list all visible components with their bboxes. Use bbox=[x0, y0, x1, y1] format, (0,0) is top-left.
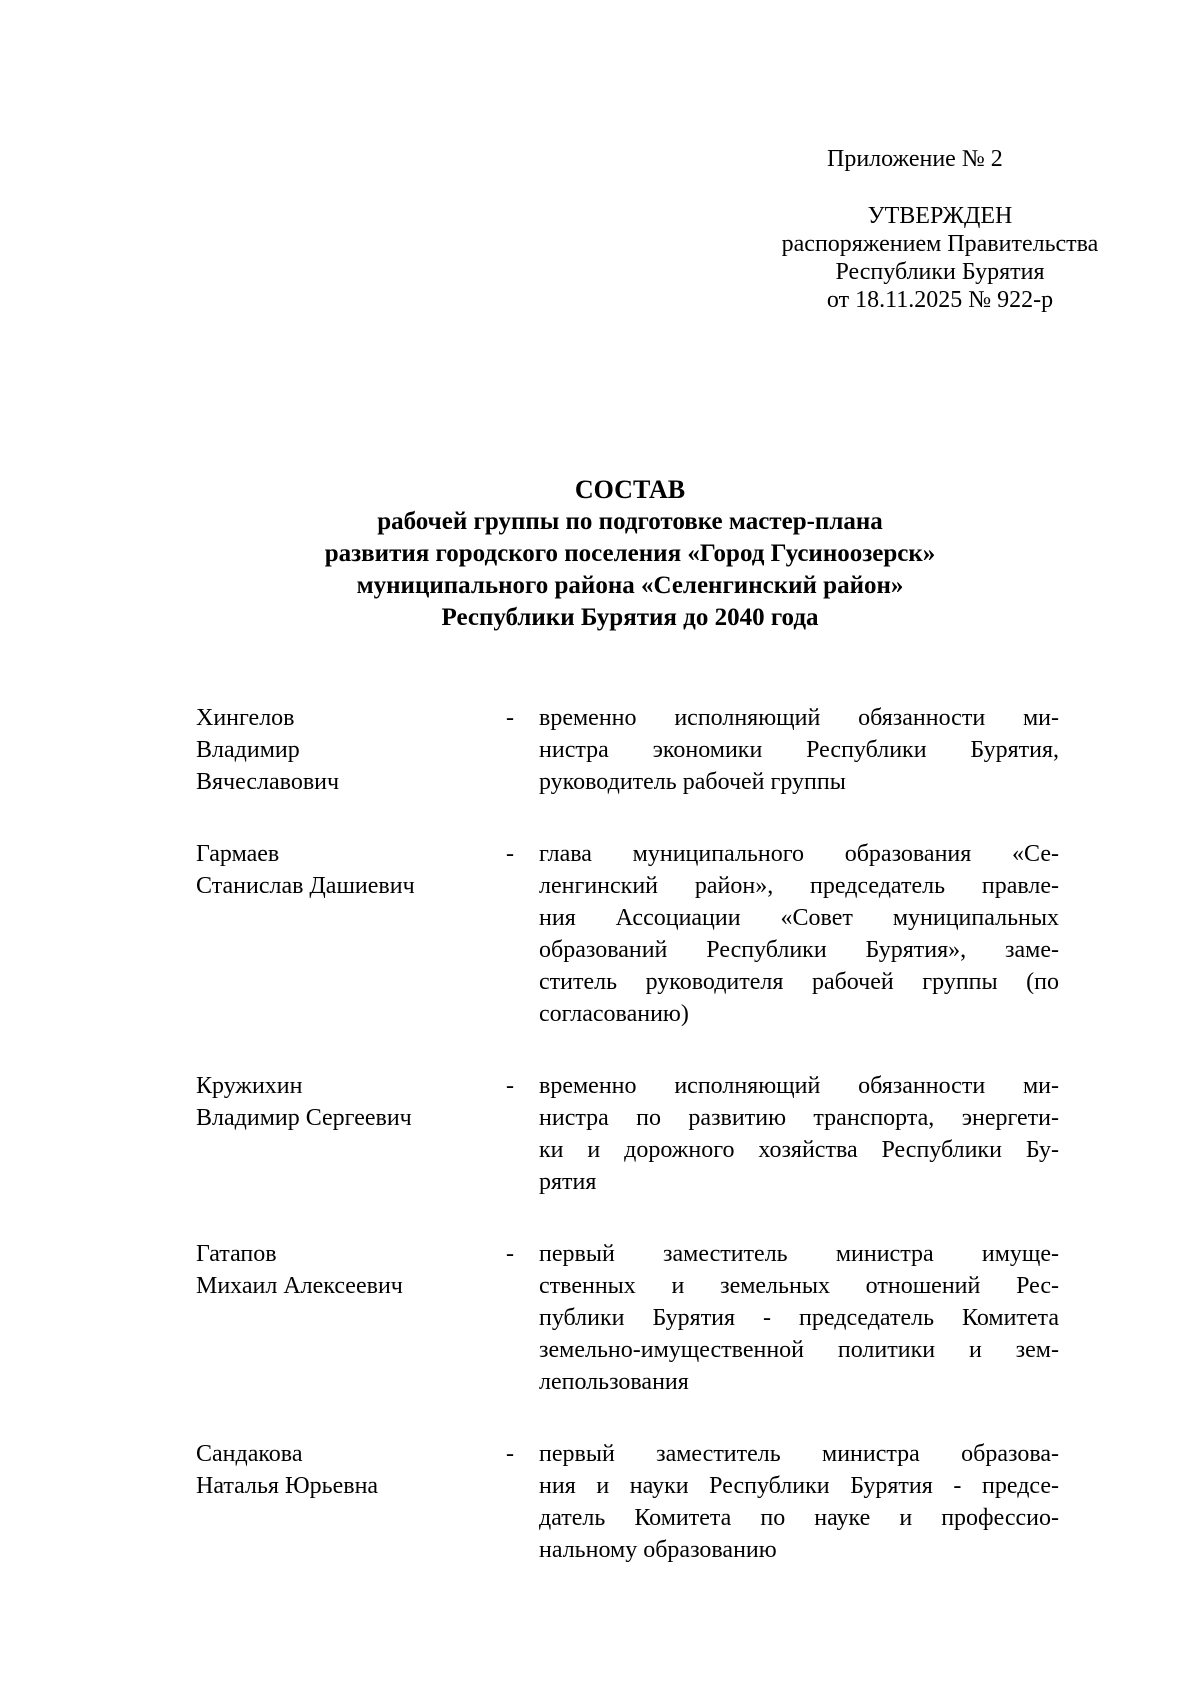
member-name bbox=[196, 702, 506, 798]
member-given-name: Владимир bbox=[196, 737, 300, 763]
document-title bbox=[150, 474, 1110, 634]
approval-line: распоряжением Правительства bbox=[781, 231, 1099, 257]
position-line: ститель руководителя рабочей группы (по bbox=[539, 969, 1059, 995]
member-surname: Гатапов bbox=[196, 1241, 277, 1267]
member-patronymic: Вячеславович bbox=[196, 769, 340, 795]
title-heading: СОСТАВ bbox=[574, 475, 686, 504]
approval-line: Республики Бурятия bbox=[835, 259, 1045, 285]
position-line: глава муниципального образования «Се- bbox=[539, 841, 1059, 867]
member-given-name: Владимир Сергеевич bbox=[196, 1105, 412, 1131]
position-line: нистра по развитию транспорта, энергети- bbox=[539, 1105, 1059, 1131]
position-line: ственных и земельных отношений Рес- bbox=[539, 1273, 1059, 1299]
member-given-name: Михаил Алексеевич bbox=[196, 1273, 403, 1299]
approval-line: от 18.11.2025 № 922-р bbox=[826, 287, 1054, 313]
member-surname: Хингелов bbox=[196, 705, 295, 731]
position-line: ки и дорожного хозяйства Республики Бу- bbox=[539, 1137, 1059, 1163]
member-position bbox=[539, 702, 1059, 798]
member-position bbox=[539, 1438, 1059, 1566]
position-line: земельно-имущественной политики и зем- bbox=[539, 1337, 1059, 1363]
title-line: муниципального района «Селенгинский район» bbox=[356, 572, 904, 599]
appendix-number: Приложение № 2 bbox=[827, 146, 1003, 172]
position-line: датель Комитета по науке и профессио- bbox=[539, 1505, 1059, 1531]
position-line: временно исполняющий обязанности ми- bbox=[539, 1073, 1059, 1099]
member-surname: Гармаев bbox=[196, 841, 280, 867]
member-position bbox=[539, 838, 1059, 1030]
position-line: ленгинский район», председатель правле- bbox=[539, 873, 1059, 899]
member-entry bbox=[196, 838, 1066, 1030]
member-entry bbox=[196, 1070, 1066, 1198]
position-line: ния и науки Республики Бурятия - предсе- bbox=[539, 1473, 1059, 1499]
title-line: рабочей группы по подготовке мастер-плана bbox=[377, 508, 883, 535]
approval-stamp bbox=[730, 202, 1150, 314]
member-position bbox=[539, 1238, 1059, 1398]
member-surname: Сандакова bbox=[196, 1441, 303, 1467]
member-position bbox=[539, 1070, 1059, 1198]
title-line: развития городского поселения «Город Гусиноозерск» bbox=[324, 540, 936, 567]
position-line: ния Ассоциации «Совет муниципальных bbox=[539, 905, 1059, 931]
member-name bbox=[196, 1070, 506, 1134]
member-entry bbox=[196, 702, 1066, 798]
position-line: нальному образованию bbox=[539, 1537, 777, 1563]
position-line: руководитель рабочей группы bbox=[539, 769, 846, 795]
member-dash: - bbox=[506, 841, 514, 867]
approval-line: УТВЕРЖДЕН bbox=[867, 203, 1013, 229]
position-line: первый заместитель министра имуще- bbox=[539, 1241, 1059, 1267]
position-line: публики Бурятия - председатель Комитета bbox=[539, 1305, 1059, 1331]
position-line: первый заместитель министра образова- bbox=[539, 1441, 1059, 1467]
member-given-name: Станислав Дашиевич bbox=[196, 873, 415, 899]
members-list bbox=[196, 702, 1066, 1606]
member-entry bbox=[196, 1238, 1066, 1398]
member-dash: - bbox=[506, 705, 514, 731]
member-dash: - bbox=[506, 1241, 514, 1267]
member-entry bbox=[196, 1438, 1066, 1566]
title-line: Республики Бурятия до 2040 года bbox=[441, 604, 819, 631]
position-line: нистра экономики Республики Бурятия, bbox=[539, 737, 1059, 763]
member-dash: - bbox=[506, 1441, 514, 1467]
member-name bbox=[196, 1238, 506, 1302]
member-surname: Кружихин bbox=[196, 1073, 303, 1099]
position-line: согласованию) bbox=[539, 1001, 689, 1027]
member-name bbox=[196, 838, 506, 902]
member-given-name: Наталья Юрьевна bbox=[196, 1473, 379, 1499]
position-line: лепользования bbox=[539, 1369, 689, 1395]
position-line: рятия bbox=[539, 1169, 597, 1195]
position-line: временно исполняющий обязанности ми- bbox=[539, 705, 1059, 731]
position-line: образований Республики Бурятия», заме- bbox=[539, 937, 1059, 963]
member-dash: - bbox=[506, 1073, 514, 1099]
member-name bbox=[196, 1438, 506, 1502]
